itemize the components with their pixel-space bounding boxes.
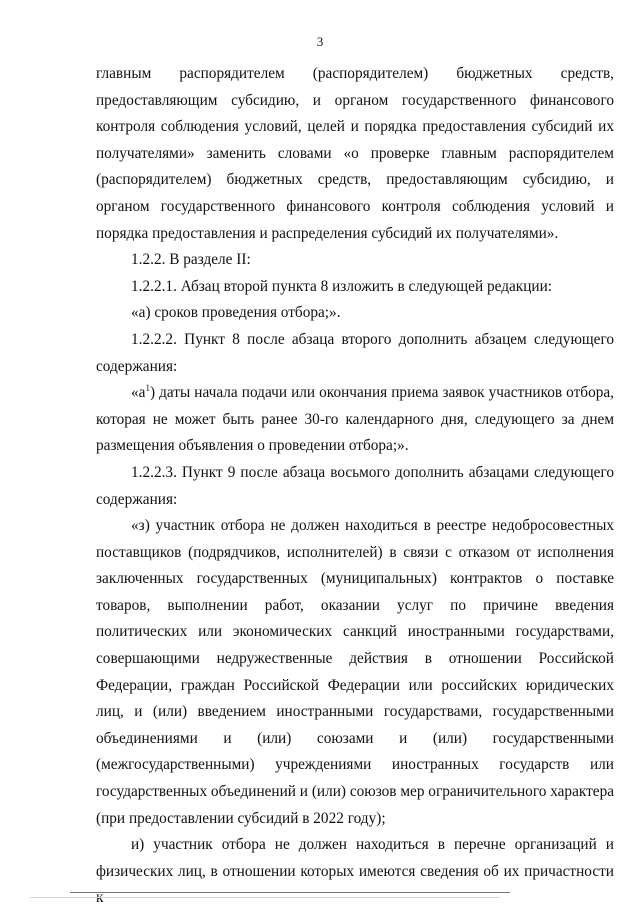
paragraph-clause-1-2-2-3: 1.2.2.3. Пункт 9 после абзаца восьмого дополнить абзацами следующего содержания:	[96, 463, 614, 508]
paragraph-quote-a: «а) сроков проведения отбора;».	[131, 304, 341, 322]
paragraph-quote-a1	[96, 380, 614, 460]
paragraph-clause-1-2-2-2: 1.2.2.2. Пункт 8 после абзаца второго дополнить абзацем следующего содержания:	[96, 330, 614, 375]
quote-a1-text: ) даты начала подачи или окончания приема заявок участников отбора, которая не может быть ранее 30-го календарного дня, следующего за днем размещения объявления о проведении отбора;».	[96, 384, 614, 455]
paragraph-continuation: главным распорядителем (распорядителем) бюджетных средств, предоставляющим субсидию, и органом государственного финансового контроля соблюдения условий, целей и порядка предоставления субсидий их получателями» заменить словами «о проверке главным распорядителем (распорядителем) бюджетных средств, предоставляющим субсидию, и органом государственного финансового контроля соблюдения условий и порядка предоставления и распределения субсидий их получателями».	[96, 65, 614, 242]
document-body	[96, 61, 614, 912]
bottom-scan-line-faint	[30, 897, 500, 898]
paragraph-section-heading: 1.2.2. В разделе II:	[131, 251, 251, 269]
quote-a1-prefix: «а	[131, 384, 146, 402]
paragraph-quote-z: «з) участник отбора не должен находиться в реестре недобросовестных поставщиков (подрядчиков, исполнителей) в связи с отказом от исполнения заключенных государственных (муниципальных) контрактов о поставке товаров, выполнении работ, оказании услуг по причине введения политических или экономических санкций иностранными государствами, совершающими недружественные действия в отношении Российской Федерации, граждан Российской Федерации или российских юридических лиц, и (или) введением иностранными государствами, государственными объединениями и (или) союзами и (или) государственными (межгосударственными) учреждениями иностранных государств или государственных объединений и (или) союзов мер ограничительного характера (при предоставлении субсидий в 2022 году);	[96, 517, 615, 827]
bottom-scan-line	[70, 892, 510, 893]
paragraph-clause-1-2-2-1: 1.2.2.1. Абзац второй пункта 8 изложить в следующей редакции:	[131, 277, 553, 295]
paragraph-quote-i: и) участник отбора не должен находиться в перечне организаций и физических лиц, в отношении которых имеются сведения об их причастности к	[96, 836, 614, 907]
superscript-one: 1	[145, 383, 150, 394]
page-number: 3	[316, 34, 324, 49]
